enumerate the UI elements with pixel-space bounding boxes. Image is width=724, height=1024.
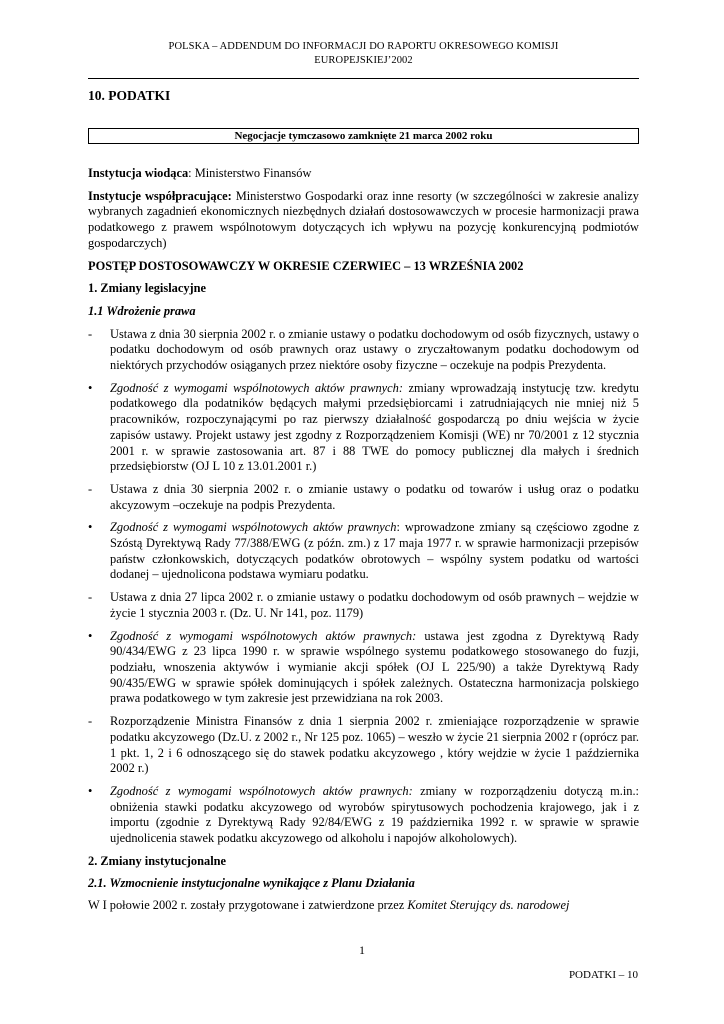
- list-item: [88, 784, 639, 847]
- item-text: zmiany w rozporządzeniu dotyczą m.in.: obniżenia stawki podatku akcyzowego od wyrobów spirytusowych pochodzenia krajowego, jak i z importu (zgodnie z Dyrektywą Rady 92/84/EWG z 19 października 1992 r. w sprawie w sprawie ujednolicenia stawek podatku akcyzowego od alkoholu i napojów alkoholowych).: [110, 783, 639, 846]
- item-lead: Zgodność z wymogami wspólnotowych aktów prawnych: [110, 520, 397, 535]
- final-paragraph-italic: Komitet Sterujący ds. narodowej: [407, 898, 570, 913]
- list-item: [88, 520, 639, 583]
- lead-institution-value: : Ministerstwo Finansów: [188, 166, 312, 180]
- bullet-icon: •: [88, 628, 93, 643]
- final-paragraph-text: W I połowie 2002 r. zostały przygotowane i zatwierdzone przez: [88, 898, 408, 913]
- list-item: [88, 590, 639, 621]
- heading-institutional-strengthening: 2.1. Wzmocnienie instytucjonalne wynikające z Planu Działania: [88, 876, 415, 891]
- dash-marker: -: [88, 326, 93, 341]
- cooperating-value: Ministerstwo Gospodarki oraz inne resorty (w szczególności w zakresie analizy wybranych zagadnień ekonomicznych niezbędnych działań dostosowawczych w procesie harmonizacji prawa podatkowego z prawem wspólnotowym dotyczących ich wpływu na pozycję konkurencyjną podmiotów gospodarczych): [88, 188, 640, 250]
- header-line-2: EUROPEJSKIEJ’2002: [314, 55, 413, 66]
- item-text: ustawa jest zgodna z Dyrektywą Rady 90/434/EWG z 23 lipca 1990 r. w sprawie wspólnego systemu podatkowego stosowanego do fuzji, podziału, wnoszenia aktywów i wymianie akcji spółek (OJ L 225/90) a także Dyrektywą Rady 90/435/EWG w sprawie spółek dominujących i spółek zależnych. Ostateczna harmonizacja polskiego prawa podatkowego w tym zakresie jest przewidziana na rok 2003.: [110, 628, 640, 706]
- lead-institution-label: Instytucja wiodąca: [88, 166, 189, 180]
- heading-law-implementation: 1.1 Wdrożenie prawa: [88, 303, 196, 318]
- dash-marker: -: [88, 481, 93, 496]
- item-text: Rozporządzenie Ministra Finansów z dnia 1 sierpnia 2002 r. zmieniające rozporządzenie w sprawie podatku akcyzowego (Dz.U. z 2002 r., Nr 125 poz. 1065) – weszło w życie 21 sierpnia 2002 r (oprócz par. 1 pkt. 1, 2 i 6 odnoszącego się do stawek podatku akcyzowego , który wejdzie w życie 1 października 2002 r.): [110, 714, 639, 776]
- item-lead: Zgodność z wymogami wspólnotowych aktów prawnych:: [110, 628, 417, 643]
- page-number: 1: [359, 943, 365, 957]
- dash-marker: -: [88, 714, 93, 729]
- section-title: 10. PODATKI: [88, 88, 171, 103]
- item-text: zmiany wprowadzają instytucję tzw. kredytu podatkowego dla podatników będących małymi przedsiębiorcami i zatrudniających nie mniej niż 5 pracowników, rozpoczynającymi po raz pierwszy działalność gospodarczą po dniu wejścia w życie zapisów ustawy. Projekt ustawy jest zgodny z Rozporządzeniem Komisji (WE) nr 70/2001 z 12 stycznia 2001 r. w sprawie zastosowania art. 87 i 88 TWE do pomocy publicznej dla małych i średnich przedsiębiorstw (OJ L 10 z 13.01.2001 r.): [110, 380, 639, 474]
- cooperating-label: Instytucje współpracujące:: [88, 188, 232, 203]
- list-item: [88, 381, 639, 475]
- heading-legislative-changes: 1. Zmiany legislacyjne: [88, 281, 207, 296]
- cooperating-institutions: [88, 189, 639, 252]
- lead-institution: [88, 166, 639, 182]
- bullet-icon: •: [88, 380, 93, 395]
- item-text: Ustawa z dnia 30 sierpnia 2002 r. o zmianie ustawy o podatku od towarów i usług oraz o podatku akcyzowym –oczekuje na podpis Prezydenta.: [110, 481, 639, 512]
- item-text: : wprowadzone zmiany są częściowo zgodne z Szóstą Dyrektywą Rady 77/388/EWG (z późn. zm.) z 17 maja 1977 r. w sprawie harmonizacji przepisów państw członkowskich, dotyczących podatków obrotowych – wspólny system podatku od wartości dodanej – ujednolicona podstawa wymiaru podatku.: [110, 520, 639, 582]
- list-item: [88, 629, 639, 708]
- final-paragraph: [88, 898, 639, 914]
- heading-institutional-changes: 2. Zmiany instytucjonalne: [88, 853, 227, 868]
- item-lead: Zgodność z wymogami wspólnotowych aktów prawnych:: [110, 380, 403, 395]
- item-lead: Zgodność z wymogami wspólnotowych aktów prawnych:: [110, 783, 413, 798]
- list-item: [88, 482, 639, 513]
- bullet-icon: •: [88, 520, 93, 535]
- item-text: Ustawa z dnia 27 lipca 2002 r. o zmianie ustawy o podatku dochodowym od osób prawnych – wejdzie w życie 1 stycznia 2003 r. (Dz. U. Nr 141, poz. 1179): [110, 590, 639, 620]
- running-footer: PODATKI – 10: [568, 969, 638, 981]
- header-line-1: POLSKA – ADDENDUM DO INFORMACJI DO RAPORTU OKRESOWEGO KOMISJI: [168, 41, 559, 52]
- dash-marker: -: [88, 590, 93, 605]
- document-page: [88, 40, 639, 914]
- item-text: Ustawa z dnia 30 sierpnia 2002 r. o zmianie ustawy o podatku dochodowym od osób fizycznych, ustawy o podatku dochodowym od osób prawnych oraz ustawy o zryczałtowanym podatku dochodowym od niektórych przychodów osiąganych przez niektóre osoby fizyczne – oczekuje na podpis Prezydenta.: [110, 326, 639, 373]
- bullet-icon: •: [88, 783, 93, 798]
- list-item: [88, 327, 639, 374]
- progress-heading: POSTĘP DOSTOSOWAWCZY W OKRESIE CZERWIEC – 13 WRZEŚNIA 2002: [88, 258, 524, 273]
- negotiation-box: Negocjacje tymczasowo zamknięte 21 marca 2002 roku: [88, 128, 639, 144]
- list-item: [88, 714, 639, 777]
- header-rule: [88, 78, 639, 79]
- running-header: [88, 40, 639, 68]
